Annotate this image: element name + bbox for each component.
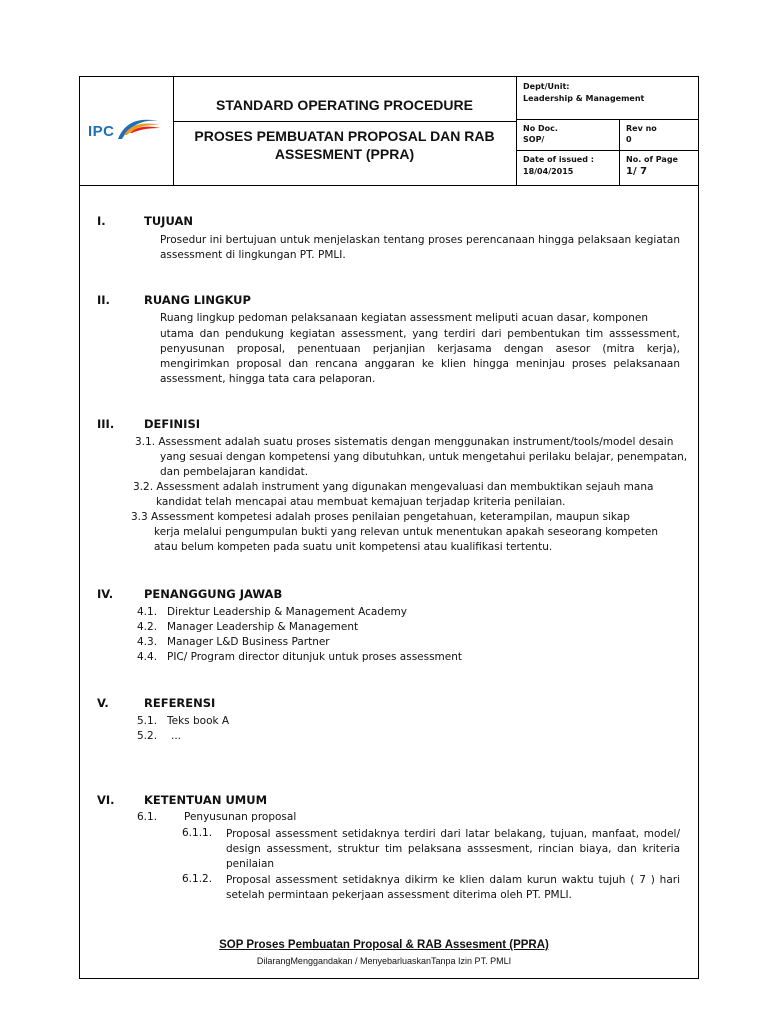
section-number: II.	[97, 293, 110, 307]
company-logo-text: IPC	[88, 123, 115, 140]
ruang-lingkup-first-line: Ruang lingkup pedoman pelaksanaan kegiatan assessment meliputi acuan dasar, komponen	[160, 312, 649, 324]
section-number: VI.	[97, 793, 115, 807]
title-cell	[173, 77, 517, 185]
sop-title: STANDARD OPERATING PROCEDURE	[216, 97, 473, 113]
definisi-line: yang sesuai dengan kompetensi yang dibutuhkan, untuk mengetahui perilaku belajar, penempatan,	[160, 451, 688, 463]
list-item-number: 6.1.2.	[182, 873, 213, 885]
title-divider	[173, 121, 516, 122]
list-item-number: 4.2.	[137, 621, 158, 633]
date-value: 18/04/2015	[523, 167, 574, 176]
ruang-lingkup-text: utama dan pendukung kegiatan assessment, yang terdiri dari pembentukan tim asssessment, penyusunan proposal, penentuaan perjanjian kerjasama dengan asesor (mitra kerja), mengirimkan proposal dan rencana anggaran ke klien hingga meninjau proses pelaksanaan assessment, hingga tata cara pelaporan.	[160, 328, 680, 385]
list-item: Teks book A	[167, 715, 230, 727]
list-item: PIC/ Program director ditunjuk untuk proses assessment	[167, 651, 463, 663]
list-item-number: 4.1.	[137, 606, 158, 618]
definisi-line: dan pembelajaran kandidat.	[160, 466, 309, 478]
section-number: IV.	[97, 587, 114, 601]
list-item: Manager L&D Business Partner	[167, 636, 330, 648]
list-item: Manager Leadership & Management	[167, 621, 359, 633]
no-doc-label: No Doc.	[523, 124, 558, 133]
section-title-ruang-lingkup: RUANG LINGKUP	[144, 293, 251, 307]
definisi-line: 3.1. Assessment adalah suatu proses sistematis dengan menggunakan instrument/tools/model desain	[135, 436, 674, 448]
list-item-number: 5.2.	[137, 730, 158, 742]
list-item: Proposal assessment setidaknya dikirm ke klien dalam kurun waktu tujuh ( 7 ) hari setelah permintaan pekerjaan assessment diterima oleh PT. PMLI.	[226, 874, 680, 901]
definisi-line: kerja melalui pengumpulan bukti yang relevan untuk menentukan apakah seseorang kompeten	[154, 526, 658, 538]
footer-note: DilarangMenggandakan / MenyebarluaskanTanpa Izin PT. PMLI	[256, 956, 512, 966]
company-logo-icon	[114, 113, 162, 143]
document-frame	[79, 76, 699, 979]
sop-header-table	[80, 77, 698, 186]
section-number: III.	[97, 417, 115, 431]
list-item: Proposal assessment setidaknya terdiri dari latar belakang, tujuan, manfaat, model/ design assessment, struktur tim pelaksana asssesment, rincian biaya, dan kriteria penilaian	[226, 828, 680, 870]
document-meta	[516, 77, 698, 185]
section-number: I.	[97, 214, 106, 228]
dept-value: Leadership & Management	[523, 94, 645, 103]
section-title-penanggung-jawab: PENANGGUNG JAWAB	[144, 587, 283, 601]
tujuan-text: Prosedur ini bertujuan untuk menjelaskan tentang proses perencanaan hingga pelaksaan kegiatan assessment di lingkungan PT. PMLI.	[160, 234, 680, 261]
definisi-line: 3.3 Assessment kompetesi adalah proses penilaian pengetahuan, keterampilan, maupun sikap	[131, 511, 630, 523]
date-page-row	[516, 150, 698, 185]
list-item-number: 6.1.1.	[182, 827, 213, 839]
list-item-number: 4.4.	[137, 651, 158, 663]
date-label: Date of issued :	[523, 155, 594, 164]
page-value: 1/ 7	[626, 166, 648, 177]
meta-divider	[619, 119, 620, 150]
sub-section-number: 6.1.	[137, 811, 158, 823]
list-item: Direktur Leadership & Management Academy	[167, 606, 407, 618]
section-title-referensi: REFERENSI	[144, 696, 216, 710]
list-item: ...	[171, 730, 182, 742]
footer-title: SOP Proses Pembuatan Proposal & RAB Assesment (PPRA)	[219, 939, 549, 951]
definisi-line: atau belum kompeten pada suatu unit kompetensi atau kualifikasi tertentu.	[154, 541, 553, 553]
definisi-line: kandidat telah mencapai atau membuat kemajuan terjadap kriteria penilaian.	[156, 496, 566, 508]
meta-divider	[619, 150, 620, 185]
section-title-definisi: DEFINISI	[144, 417, 201, 431]
section-number: V.	[97, 696, 109, 710]
section-title-tujuan: TUJUAN	[144, 214, 193, 228]
list-item-number: 5.1.	[137, 715, 158, 727]
dept-label: Dept/Unit:	[523, 82, 570, 91]
rev-value: 0	[626, 135, 632, 144]
rev-label: Rev no	[626, 124, 657, 133]
dept-row	[516, 77, 698, 120]
no-doc-value: SOP/	[523, 135, 545, 144]
document-title: PROSES PEMBUATAN PROPOSAL DAN RAB ASSESMENT (PPRA)	[194, 128, 495, 162]
definisi-line: 3.2. Assessment adalah instrument yang digunakan mengevaluasi dan membuktikan sejauh mana	[133, 481, 654, 493]
list-item-number: 4.3.	[137, 636, 158, 648]
section-title-ketentuan-umum: KETENTUAN UMUM	[144, 793, 268, 807]
page-label: No. of Page	[626, 155, 678, 164]
logo-cell	[80, 77, 174, 185]
sub-section-title: Penyusunan proposal	[184, 811, 297, 823]
doc-rev-row	[516, 119, 698, 151]
